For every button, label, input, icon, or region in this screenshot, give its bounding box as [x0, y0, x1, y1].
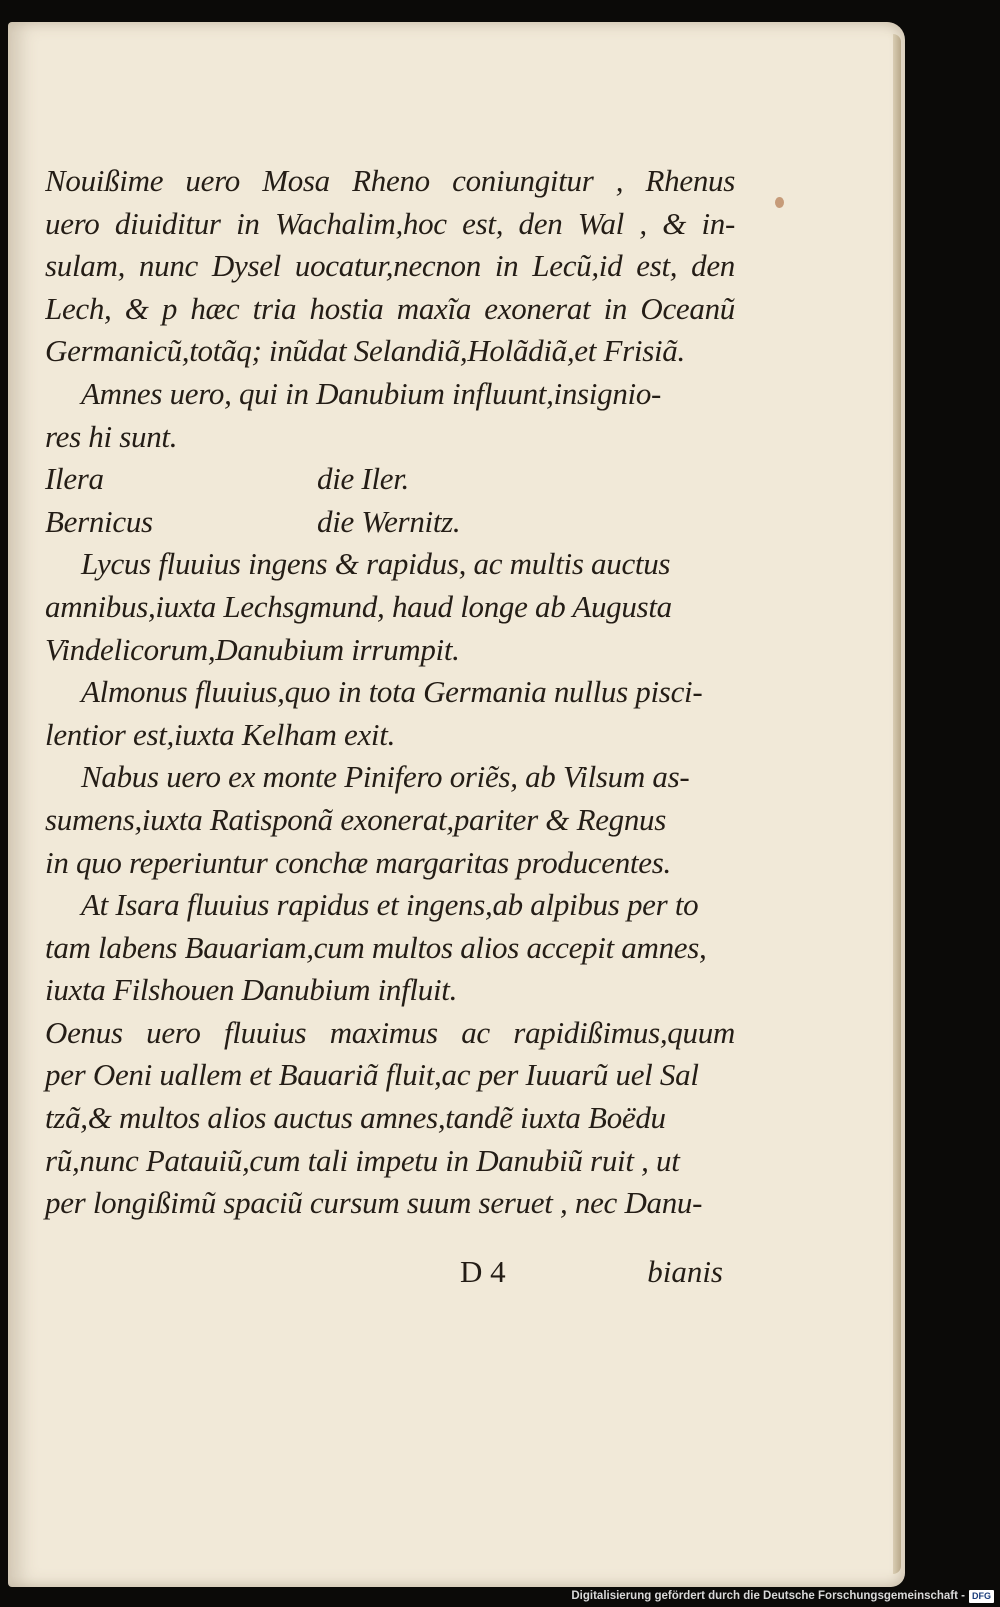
text-line: sulam, nunc Dysel uocatur,necnon in Lecũ,id est, den	[45, 248, 735, 284]
page-edge	[893, 34, 901, 1574]
text-line: uero diuiditur in Wachalim,hoc est, den Wal , & in-	[45, 205, 735, 241]
text-line: Lycus fluuius ingens & rapidus, ac multis auctus	[81, 546, 671, 582]
text-line: tam labens Bauariam,cum multos alios accepit amnes,	[45, 929, 707, 965]
river-german-name: die Iler.	[317, 461, 409, 497]
river-entry	[45, 501, 735, 544]
credit-text: Digitalisierung gefördert durch die Deutsche Forschungsgemeinschaft -	[571, 1590, 965, 1602]
text-line: tzã,& multos alios auctus amnes,tandẽ iuxta Boëdu	[45, 1100, 666, 1136]
text-line: res hi sunt.	[45, 418, 178, 454]
text-line: Nabus uero ex monte Pinifero oriẽs, ab Vilsum as-	[81, 759, 690, 795]
text-line: Germanicũ,totãq; inũdat Selandiã,Holãdiã,et Frisiã.	[45, 333, 685, 369]
text-line: Almonus fluuius,quo in tota Germania nullus pisci-	[81, 674, 703, 710]
text-line: amnibus,iuxta Lechsgmund, haud longe ab Augusta	[45, 588, 672, 624]
text-line: At Isara fluuius rapidus et ingens,ab alpibus per to	[81, 887, 699, 923]
paper-stain	[775, 197, 784, 208]
river-latin-name: Bernicus	[45, 503, 153, 539]
text-line: Vindelicorum,Danubium irrumpit.	[45, 631, 460, 667]
text-line: Lech, & p hæc tria hostia maxĩa exonerat in Oceanũ	[45, 290, 735, 326]
river-latin-name: Ilera	[45, 461, 104, 497]
text-line: rũ,nunc Patauiũ,cum tali impetu in Danubiũ ruit , ut	[45, 1142, 680, 1178]
text-line: sumens,iuxta Ratisponã exonerat,pariter & Regnus	[45, 801, 667, 837]
text-line: lentior est,iuxta Kelham exit.	[45, 716, 396, 752]
text-line: Oenus uero fluuius maximus ac rapidißimus,quum	[45, 1014, 735, 1050]
text-line: Amnes uero, qui in Danubium influunt,insignio-	[81, 375, 662, 411]
page-footer	[45, 1251, 735, 1293]
text-line: per Oeni uallem et Bauariã fluit,ac per Iuuarũ uel Sal	[45, 1057, 699, 1093]
text-line: in quo reperiuntur conchæ margaritas producentes.	[45, 844, 671, 880]
river-entry	[45, 458, 735, 501]
signature-mark: D 4	[460, 1254, 506, 1289]
dfg-logo-icon: DFG	[969, 1590, 994, 1603]
page-text	[45, 160, 735, 1225]
text-line: iuxta Filshouen Danubium influit.	[45, 972, 458, 1008]
river-german-name: die Wernitz.	[317, 503, 461, 539]
catchword: bianis	[647, 1254, 723, 1289]
text-line: per longißimũ spaciũ cursum suum seruet , nec Danu-	[45, 1185, 703, 1221]
text-line: Nouißime uero Mosa Rheno coniungitur , Rhenus	[45, 163, 735, 198]
funding-credit	[571, 1588, 994, 1604]
